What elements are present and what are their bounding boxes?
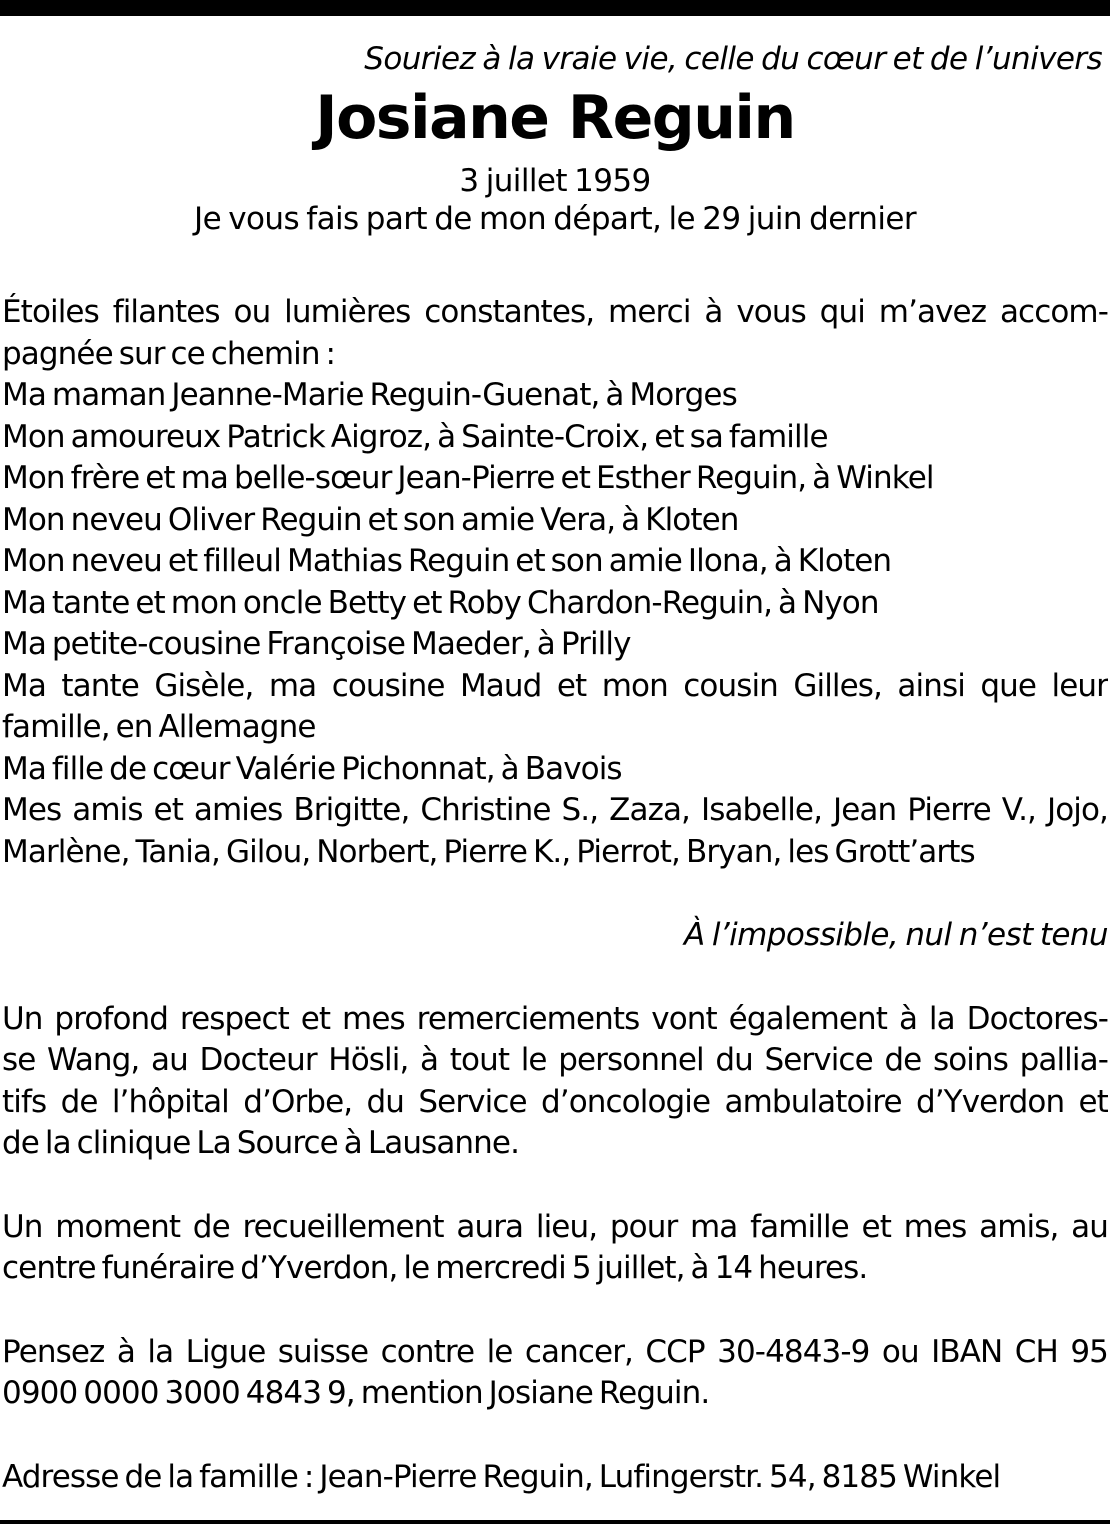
departure-line: Je vous fais part de mon départ, le 29 juin dernier	[194, 201, 916, 237]
top-rule	[0, 0, 1110, 16]
respect-line: tifs de l’hôpital d’Orbe, du Service d’oncologie ambulatoire d’Yverdon et	[2, 1083, 1108, 1120]
donation-line: Pensez à la Ligue suisse contre le cancer, CCP 30-4843-9 ou IBAN CH 95	[2, 1333, 1108, 1370]
family-line: famille, en Allemagne	[2, 709, 316, 745]
gathering-line: centre funéraire d’Yverdon, le mercredi 5 juillet, à 14 heures.	[2, 1250, 868, 1286]
family-line: Ma maman Jeanne-Marie Reguin-Guenat, à Morges	[2, 377, 737, 413]
family-line: Marlène, Tania, Gilou, Norbert, Pierre K., Pierrot, Bryan, les Grott’arts	[2, 833, 975, 870]
family-line: Ma fille de cœur Valérie Pichonnat, à Bavois	[2, 750, 622, 787]
address-paragraph	[2, 1457, 1108, 1499]
respect-line: de la clinique La Source à Lausanne.	[2, 1125, 520, 1161]
epigraph: Souriez à la vraie vie, celle du cœur et de l’univers	[364, 41, 1102, 77]
thanks-intro-line: Étoiles filantes ou lumières constantes, merci à vous qui m’avez accom-	[2, 294, 1108, 330]
bottom-rule	[0, 1520, 1110, 1524]
family-address: Adresse de la famille : Jean-Pierre Reguin, Lufingerstr. 54, 8185 Winkel	[2, 1458, 1001, 1495]
family-list	[2, 375, 1108, 873]
family-line: Ma tante et mon oncle Betty et Roby Chardon-Reguin, à Nyon	[2, 584, 879, 621]
family-line: Mon amoureux Patrick Aigroz, à Sainte-Croix, et sa famille	[2, 418, 828, 455]
family-line: Mon neveu et filleul Mathias Reguin et son amie Ilona, à Kloten	[2, 543, 892, 579]
donation-line: 0900 0000 3000 4843 9, mention Josiane Reguin.	[2, 1375, 710, 1411]
thanks-section	[2, 292, 1108, 873]
family-line: Ma petite-cousine Françoise Maeder, à Prilly	[2, 626, 631, 662]
family-line: Ma tante Gisèle, ma cousine Maud et mon cousin Gilles, ainsi que leur	[2, 667, 1108, 704]
birth-date: 3 juillet 1959	[459, 163, 651, 199]
respect-line: Un profond respect et mes remerciements vont également à la Doctores-	[2, 1000, 1108, 1037]
family-line: Mon frère et ma belle-sœur Jean-Pierre et Esther Reguin, à Winkel	[2, 460, 934, 496]
donation-paragraph	[2, 1332, 1108, 1415]
dates-block	[2, 162, 1108, 238]
gathering-paragraph	[2, 1207, 1108, 1290]
thanks-intro-line: pagnée sur ce chemin :	[2, 335, 336, 372]
family-line: Mes amis et amies Brigitte, Christine S., Zaza, Isabelle, Jean Pierre V., Jojo,	[2, 792, 1108, 828]
deceased-name: Josiane Reguin	[315, 83, 795, 153]
obituary-notice	[2, 36, 1108, 1498]
motto: À l’impossible, nul n’est tenu	[684, 917, 1108, 953]
family-line: Mon neveu Oliver Reguin et son amie Vera, à Kloten	[2, 501, 739, 538]
respect-paragraph	[2, 999, 1108, 1165]
respect-line: se Wang, au Docteur Hösli, à tout le personnel du Service de soins pallia-	[2, 1042, 1108, 1078]
gathering-line: Un moment de recueillement aura lieu, pour ma famille et mes amis, au	[2, 1208, 1108, 1245]
